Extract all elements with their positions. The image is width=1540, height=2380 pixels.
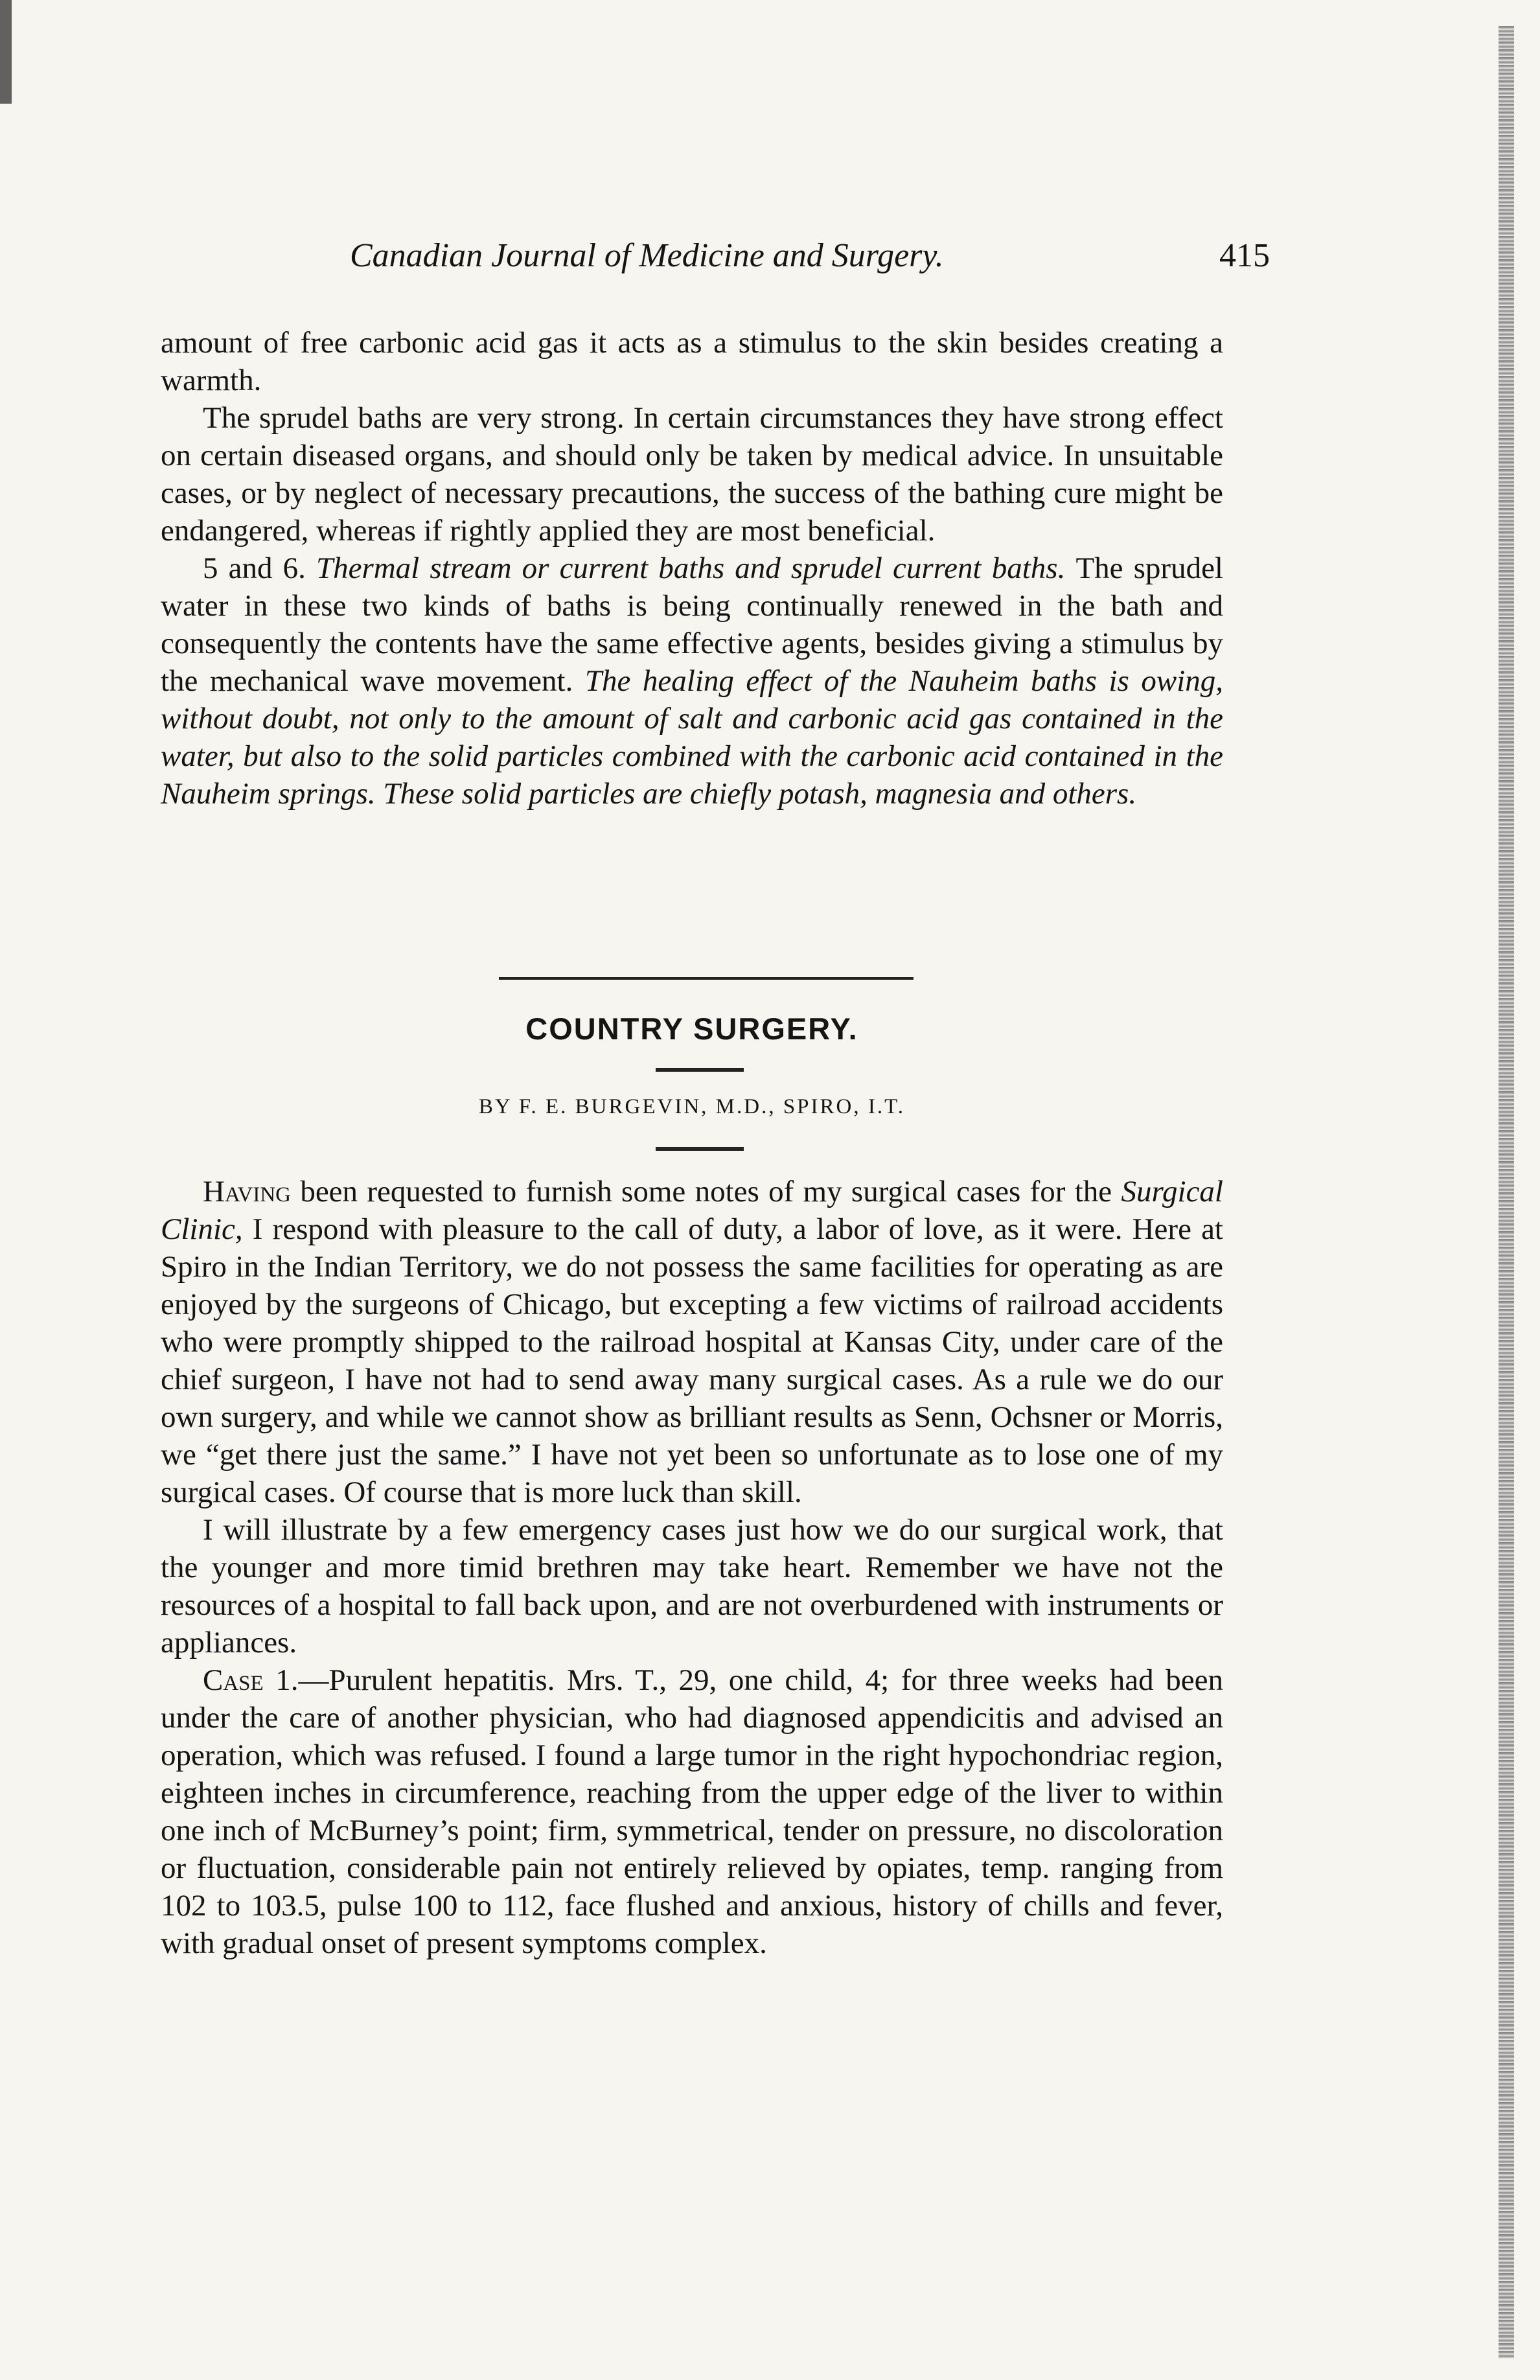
running-title: Canadian Journal of Medicine and Surgery. bbox=[350, 237, 944, 274]
article-paragraph: I will illustrate by a few emergency cases just how we do our surgical work, that the younger and more timid brethren may take heart. Remember we have not the resources of a hospital to fall back upon, and are not overburdened with instruments or appliances. bbox=[161, 1513, 1223, 1659]
byline-rule bbox=[656, 1147, 744, 1151]
scan-corner-mark bbox=[0, 0, 12, 104]
paragraph-text: The sprudel water in these two kinds of baths is being continually renewed in the bath and consequently the contents have the same effective agents, besides giving a stimulus by the mechanical wave movement. bbox=[161, 551, 1223, 698]
title-rule bbox=[656, 1068, 744, 1072]
scanned-page-edge bbox=[1499, 26, 1514, 2359]
intro-text-block bbox=[161, 324, 1223, 813]
intro-paragraph: The sprudel baths are very strong. In certain circumstances they have strong effect on certain diseased organs, and should only be taken by medical advice. In unsuitable cases, or by neglect of necessary precautions, the success of the bathing cure might be endangered, whereas if rightly applied they are most beneficial. bbox=[161, 401, 1223, 548]
intro-paragraph: amount of free carbonic acid gas it acts as a stimulus to the skin besides creating a warmth. bbox=[161, 326, 1223, 397]
italic-journal-name: Surgical Clinic, bbox=[161, 1175, 1223, 1246]
article-byline: BY F. E. BURGEVIN, M.D., SPIRO, I.T. bbox=[478, 1095, 906, 1118]
article-title: COUNTRY SURGERY. bbox=[525, 1011, 858, 1046]
paragraph-text: 1.—Purulent hepatitis. Mrs. T., 29, one child, 4; for three weeks had been under the care of another physician, who had diagnosed appendicitis and advised an operation, which was refused. I found a large tumor in the right hypochondriac region, eighteen inches in circumference, reaching from the upper edge of the liver to within one inch of McBurney’s point; firm, symmetrical, tender on pressure, no discoloration or fluctuation, considerable pain not entirely relieved by opiates, temp. ranging from 102 to 103.5, pulse 100 to 112, face flushed and anxious, history of chills and fever, with gradual onset of present symptoms complex. bbox=[161, 1663, 1223, 1960]
article-paragraph-case-1 bbox=[161, 1661, 1223, 1962]
case-label: Case bbox=[203, 1663, 264, 1697]
page-number: 415 bbox=[1219, 237, 1270, 274]
paragraph-text: been requested to furnish some notes of my surgical cases for the bbox=[291, 1175, 1121, 1208]
paragraph-text: I respond with pleasure to the call of duty, a labor of love, as it were. Here at Spiro in the Indian Territory, we do not possess the same facilities for operating as are enjoyed by the surgeons of Chicago, but excepting a few victims of railroad accidents who were promptly shipped to the railroad hospital at Kansas City, under care of the chief surgeon, I have not had to send away many surgical cases. As a rule we do our own surgery, and while we cannot show as brilliant results as Senn, Ochsner or Morris, we “get there just the same.” I have not yet been so unfortunate as to lose one of my surgical cases. Of course that is more luck than skill. bbox=[161, 1212, 1223, 1509]
italic-statement: The healing effect of the Nauheim baths is owing, without doubt, not only to the amount of salt and carbonic acid gas contained in the water, but also to the solid particles combined with the carbonic acid contained in the Nauheim springs. These solid particles are chiefly potash, magnesia and others. bbox=[161, 664, 1223, 811]
section-number: 5 and 6. bbox=[203, 551, 316, 585]
article-body bbox=[161, 1173, 1223, 1962]
italic-subheading: Thermal stream or current baths and sprudel current baths. bbox=[316, 551, 1076, 585]
page-header bbox=[350, 237, 1270, 288]
section-divider bbox=[499, 977, 914, 980]
intro-paragraph-thermal bbox=[161, 549, 1223, 813]
opening-word: Having bbox=[203, 1175, 292, 1208]
article-paragraph bbox=[161, 1173, 1223, 1511]
